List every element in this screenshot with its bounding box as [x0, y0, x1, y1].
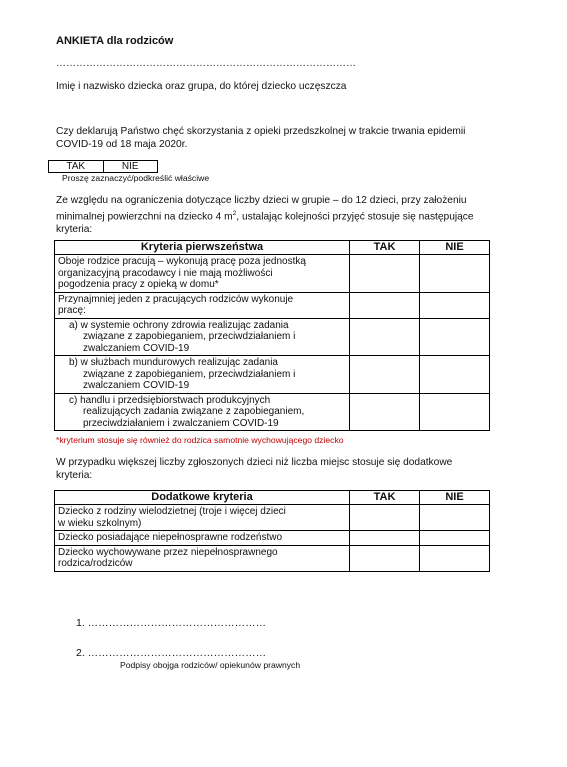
signature-line-1[interactable]: 1. ……………………………………………	[76, 617, 267, 629]
criterion-2-yes-cell[interactable]	[350, 292, 420, 318]
table-row	[55, 292, 490, 318]
additional-criteria-table	[54, 490, 490, 572]
yes-no-choice	[48, 160, 158, 173]
criterion-2-no-cell[interactable]	[420, 292, 490, 318]
intro-line-2: minimalnej powierzchni na dziecko 4 $m^2$, ustalając kolejności przyjęć stosuje się następujące	[56, 210, 474, 223]
additional-header-yes: TAK	[350, 491, 420, 505]
intro-line-1: Ze względu na ograniczenia dotyczące liczby dzieci w grupie – do 12 dzieci, przy założeniu	[56, 195, 467, 206]
criteria-footnote: *kryterium stosuje się również do rodzica samotnie wychowującego dziecko	[56, 435, 344, 445]
additional-intro-line-2: kryteria:	[56, 470, 93, 481]
additional-header-no: NIE	[420, 491, 490, 505]
choice-no[interactable]: NIE	[103, 161, 158, 173]
criterion-4-no-cell[interactable]	[420, 356, 490, 394]
criteria-header-no: NIE	[420, 241, 490, 255]
additional-intro-line-1: W przypadku większej liczby zgłoszonych dzieci niż liczba miejsc stosuje się dodatkowe	[56, 457, 453, 468]
criterion-1-no-cell[interactable]	[420, 255, 490, 293]
criterion-both-parents-work: Oboje rodzice pracują – wykonują pracę poza jednostką organizacyjną pracodawcy i nie mają możliwości pogodzenia pracy z opieką w domu*	[55, 255, 350, 293]
additional-3-yes-cell[interactable]	[350, 545, 420, 571]
criterion-3-no-cell[interactable]	[420, 318, 490, 356]
criterion-large-family: Dziecko z rodziny wielodzietnej (troje i więcej dzieci w wieku szkolnym)	[55, 505, 350, 531]
name-dotted-line[interactable]: ………………………………………………………………………………	[56, 58, 356, 69]
choice-hint: Proszę zaznaczyć/podkreślić właściwe	[62, 173, 210, 183]
intro-line-3: kryteria:	[56, 224, 93, 236]
criteria-header-yes: TAK	[350, 241, 420, 255]
additional-1-yes-cell[interactable]	[350, 505, 420, 531]
document-title: ANKIETA dla rodziców	[56, 35, 174, 47]
additional-header-label: Dodatkowe kryteria	[55, 491, 350, 505]
table-row	[55, 505, 490, 531]
table-row	[55, 255, 490, 293]
criterion-health-system: a) w systemie ochrony zdrowia realizując zadania związane z zapobieganiem, przeciwdziałaniem i zwalczaniem COVID-19	[55, 318, 350, 356]
additional-3-no-cell[interactable]	[420, 545, 490, 571]
name-instruction: Imię i nazwisko dziecka oraz grupa, do której dziecko uczęszcza	[56, 81, 347, 92]
question-line-2: COVID-19 od 18 maja 2020r.	[56, 139, 188, 150]
criterion-1-yes-cell[interactable]	[350, 255, 420, 293]
additional-2-yes-cell[interactable]	[350, 531, 420, 546]
criterion-5-no-cell[interactable]	[420, 393, 490, 431]
choice-yes[interactable]: TAK	[49, 161, 104, 173]
criterion-4-yes-cell[interactable]	[350, 356, 420, 394]
table-row	[55, 356, 490, 394]
criterion-trade-production: c) handlu i przedsiębiorstwach produkcyjnych realizujących zadania związane z zapobieganiem, przeciwdziałaniem i zwalczaniem COVID-19	[55, 393, 350, 431]
table-row	[55, 545, 490, 571]
table-row	[55, 318, 490, 356]
table-row	[55, 531, 490, 546]
criteria-header-row	[55, 241, 490, 255]
criterion-disabled-parent: Dziecko wychowywane przez niepełnosprawnego rodzica/rodziców	[55, 545, 350, 571]
criteria-table	[54, 240, 490, 431]
additional-intro	[56, 456, 452, 482]
additional-header-row	[55, 491, 490, 505]
criterion-disabled-sibling: Dziecko posiadające niepełnosprawne rodzeństwo	[55, 531, 350, 546]
signature-caption: Podpisy obojga rodziców/ opiekunów prawnych	[120, 660, 301, 670]
criteria-intro	[56, 194, 474, 236]
criterion-uniformed-services: b) w służbach mundurowych realizując zadania związane z zapobieganiem, przeciwdziałaniem i zwalczaniem COVID-19	[55, 356, 350, 394]
table-row	[55, 393, 490, 431]
criterion-3-yes-cell[interactable]	[350, 318, 420, 356]
signature-line-2[interactable]: 2. ……………………………………………	[76, 647, 267, 659]
question-line-1: Czy deklarują Państwo chęć skorzystania z opieki przedszkolnej w trakcie trwania epidemii	[56, 126, 466, 137]
criterion-5-yes-cell[interactable]	[350, 393, 420, 431]
criterion-one-parent-works: Przynajmniej jeden z pracujących rodziców wykonuje pracę:	[55, 292, 350, 318]
question	[56, 125, 465, 151]
criteria-header-label: Kryteria pierwszeństwa	[55, 241, 350, 255]
additional-1-no-cell[interactable]	[420, 505, 490, 531]
additional-2-no-cell[interactable]	[420, 531, 490, 546]
